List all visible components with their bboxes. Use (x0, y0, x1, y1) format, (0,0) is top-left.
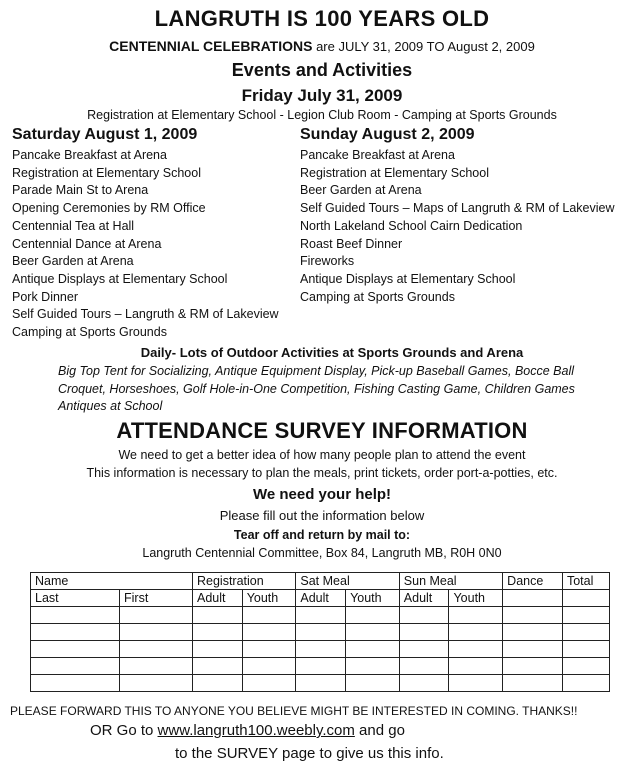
table-row (31, 607, 610, 624)
entry-cell[interactable] (193, 658, 243, 675)
website-link[interactable]: www.langruth100.weebly.com (157, 722, 355, 739)
entry-cell[interactable] (296, 607, 346, 624)
entry-cell[interactable] (296, 658, 346, 675)
daily-activities-line: Big Top Tent for Socializing, Antique Equipment Display, Pick-up Baseball Games, Bocce Ball (58, 364, 575, 378)
entry-cell[interactable] (242, 624, 296, 641)
friday-events: Registration at Elementary School - Legion Club Room - Camping at Sports Grounds (87, 108, 557, 122)
entry-cell[interactable] (242, 641, 296, 658)
table-group-header-row (31, 573, 610, 590)
sunday-item: Beer Garden at Arena (300, 183, 422, 198)
daily-activities-line: Antiques at School (58, 399, 163, 413)
tear-off-instructions: Tear off and return by mail to: (233, 528, 411, 542)
sunday-item: Registration at Elementary School (300, 165, 489, 180)
friday-heading: Friday July 31, 2009 (241, 86, 403, 105)
entry-cell[interactable] (120, 658, 193, 675)
celebration-dates (0, 38, 644, 54)
entry-cell[interactable] (562, 641, 609, 658)
entry-cell[interactable] (449, 675, 503, 692)
entry-cell[interactable] (296, 675, 346, 692)
sunday-heading: Sunday August 2, 2009 (300, 126, 475, 143)
sunday-item: Fireworks (300, 254, 355, 269)
sunday-item: Camping at Sports Grounds (300, 289, 455, 304)
sunday-item: Self Guided Tours – Maps of Langruth & RM of Lakeview (300, 201, 615, 216)
entry-cell[interactable] (346, 641, 400, 658)
table-row (31, 658, 610, 675)
entry-cell[interactable] (346, 675, 400, 692)
saturday-item: Beer Garden at Arena (12, 254, 134, 269)
dance-count-header (503, 590, 563, 607)
entry-cell[interactable] (449, 624, 503, 641)
survey-heading: ATTENDANCE SURVEY INFORMATION (116, 418, 528, 443)
entry-cell[interactable] (449, 641, 503, 658)
website-line (90, 722, 405, 739)
entry-cell[interactable] (449, 658, 503, 675)
entry-cell[interactable] (31, 607, 120, 624)
entry-cell[interactable] (449, 607, 503, 624)
entry-cell[interactable] (503, 658, 563, 675)
entry-cell[interactable] (193, 675, 243, 692)
sat-youth-header: Youth (346, 590, 400, 607)
help-request: We need your help! (252, 486, 392, 503)
name-group-header: Name (31, 573, 193, 590)
entry-cell[interactable] (296, 624, 346, 641)
saturday-item: Parade Main St to Arena (12, 183, 149, 198)
entry-cell[interactable] (503, 624, 563, 641)
celebrations-label: CENTENNIAL CELEBRATIONS (109, 38, 313, 54)
entry-cell[interactable] (120, 624, 193, 641)
sat-meal-group-header: Sat Meal (296, 573, 399, 590)
sun-meal-group-header: Sun Meal (399, 573, 502, 590)
entry-cell[interactable] (346, 607, 400, 624)
saturday-item: Self Guided Tours – Langruth & RM of Lakeview (12, 307, 279, 322)
entry-cell[interactable] (503, 675, 563, 692)
entry-cell[interactable] (242, 607, 296, 624)
sunday-item: Pancake Breakfast at Arena (300, 148, 455, 162)
entry-cell[interactable] (562, 675, 609, 692)
entry-cell[interactable] (562, 607, 609, 624)
blank-entry-rows (31, 607, 610, 692)
table-row (31, 675, 610, 692)
entry-cell[interactable] (296, 641, 346, 658)
saturday-column (12, 125, 279, 342)
sunday-column (300, 125, 615, 306)
survey-purpose-line: This information is necessary to plan the meals, print tickets, order port-a-potties, etc. (86, 466, 558, 480)
saturday-item: Antique Displays at Elementary School (12, 271, 228, 286)
table-subheader-row (31, 590, 610, 607)
entry-cell[interactable] (31, 641, 120, 658)
registration-group-header: Registration (193, 573, 296, 590)
entry-cell[interactable] (120, 607, 193, 624)
dance-header: Dance (503, 573, 563, 590)
entry-cell[interactable] (399, 675, 449, 692)
daily-activities-heading: Daily- Lots of Outdoor Activities at Sports Grounds and Arena (140, 345, 524, 360)
saturday-item: Pork Dinner (12, 289, 78, 304)
entry-cell[interactable] (503, 607, 563, 624)
entry-cell[interactable] (562, 658, 609, 675)
saturday-item: Registration at Elementary School (12, 165, 201, 180)
entry-cell[interactable] (346, 658, 400, 675)
entry-cell[interactable] (31, 675, 120, 692)
fill-instructions: Please fill out the information below (219, 508, 425, 523)
sunday-item: Antique Displays at Elementary School (300, 271, 516, 286)
entry-cell[interactable] (193, 641, 243, 658)
saturday-item: Pancake Breakfast at Arena (12, 148, 167, 162)
entry-cell[interactable] (399, 641, 449, 658)
saturday-item: Centennial Dance at Arena (12, 236, 162, 251)
sunday-item: Roast Beef Dinner (300, 236, 403, 251)
last-name-header: Last (31, 590, 120, 607)
entry-cell[interactable] (399, 658, 449, 675)
survey-intro-line: We need to get a better idea of how many people plan to attend the event (118, 448, 526, 462)
saturday-item: Camping at Sports Grounds (12, 325, 167, 340)
registration-adult-header: Adult (193, 590, 243, 607)
registration-youth-header: Youth (242, 590, 296, 607)
entry-cell[interactable] (193, 607, 243, 624)
forward-notice: PLEASE FORWARD THIS TO ANYONE YOU BELIEVE MIGHT BE INTERESTED IN COMING. THANKS!! (10, 704, 578, 718)
mailing-address: Langruth Centennial Committee, Box 84, Langruth MB, R0H 0N0 (142, 546, 502, 560)
sun-youth-header: Youth (449, 590, 503, 607)
entry-cell[interactable] (503, 641, 563, 658)
entry-cell[interactable] (31, 658, 120, 675)
goto-suffix: and go (354, 722, 405, 739)
entry-cell[interactable] (120, 675, 193, 692)
entry-cell[interactable] (31, 624, 120, 641)
sat-adult-header: Adult (296, 590, 346, 607)
entry-cell[interactable] (193, 624, 243, 641)
daily-activities-line: Croquet, Horseshoes, Golf Hole-in-One Competition, Fishing Casting Game, Children Games (58, 381, 575, 396)
saturday-item: Centennial Tea at Hall (12, 218, 135, 233)
survey-page-instruction: to the SURVEY page to give us this info. (175, 745, 444, 762)
saturday-item: Opening Ceremonies by RM Office (12, 201, 206, 216)
celebration-date-range: are JULY 31, 2009 TO August 2, 2009 (316, 39, 535, 54)
attendance-survey-table (30, 572, 610, 692)
sun-adult-header: Adult (399, 590, 449, 607)
entry-cell[interactable] (120, 641, 193, 658)
flyer-title: LANGRUTH IS 100 YEARS OLD (154, 6, 490, 31)
first-name-header: First (120, 590, 193, 607)
sunday-item: North Lakeland School Cairn Dedication (300, 218, 523, 233)
table-row (31, 641, 610, 658)
goto-prefix: OR Go to (90, 722, 158, 739)
entry-cell[interactable] (242, 658, 296, 675)
entry-cell[interactable] (399, 607, 449, 624)
total-count-header (562, 590, 609, 607)
total-header: Total (562, 573, 609, 590)
entry-cell[interactable] (562, 624, 609, 641)
table-row (31, 624, 610, 641)
daily-activities-list (58, 363, 638, 416)
entry-cell[interactable] (242, 675, 296, 692)
saturday-heading: Saturday August 1, 2009 (12, 126, 198, 143)
events-heading: Events and Activities (231, 60, 413, 80)
entry-cell[interactable] (399, 624, 449, 641)
entry-cell[interactable] (346, 624, 400, 641)
